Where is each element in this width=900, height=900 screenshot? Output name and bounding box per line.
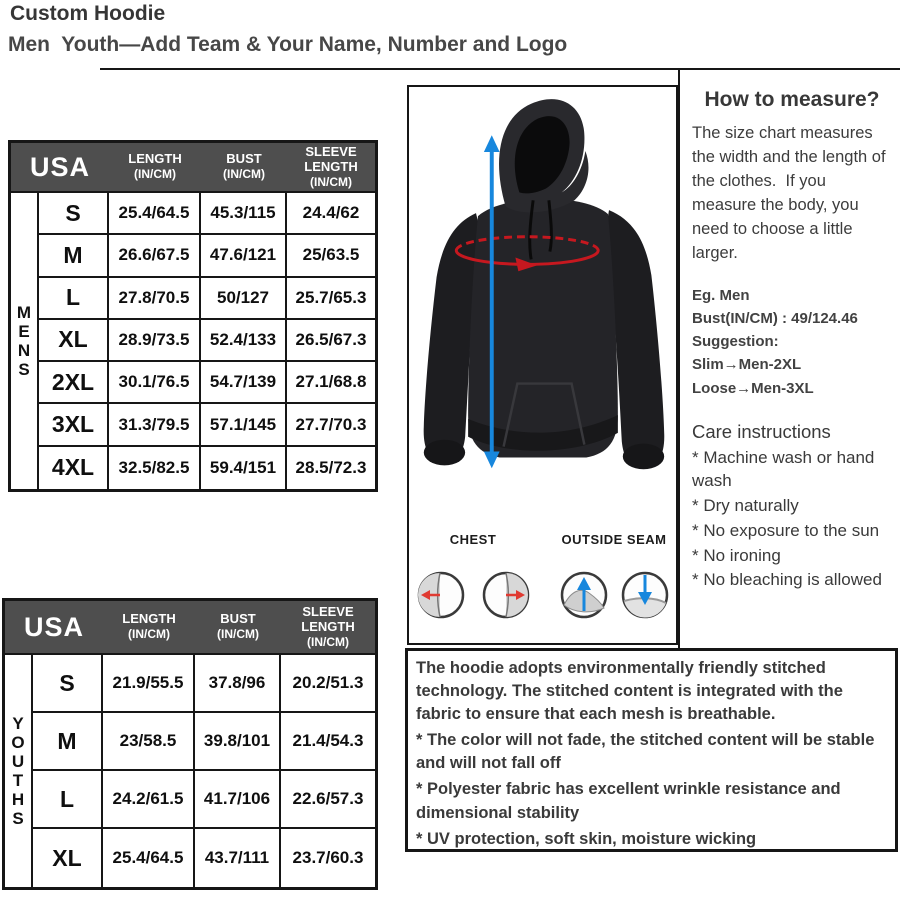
group-letter: S: [12, 809, 24, 829]
youths-table-body: [33, 655, 375, 887]
example-line: Loose→Men-3XL: [692, 379, 814, 397]
column-header: BUST (IN/CM): [223, 151, 265, 182]
column-header: LENGTH (IN/CM): [122, 611, 176, 642]
size-label: 2XL: [39, 362, 109, 404]
how-to-measure-panel: [678, 70, 900, 648]
care-item: * No exposure to the sun: [692, 520, 880, 540]
mens-table-body: [39, 193, 375, 489]
measurement-value: 28.5/72.3: [287, 447, 375, 489]
measurement-value: 23/58.5: [103, 713, 195, 771]
care-instructions: [692, 420, 892, 593]
group-letter: H: [11, 790, 25, 810]
measurement-value: 20.2/51.3: [281, 655, 375, 713]
example-line: Bust(IN/CM) : 49/124.46: [692, 309, 858, 327]
example-line: Eg. Men: [692, 286, 750, 304]
measurement-value: 41.7/106: [195, 771, 281, 829]
column-header: LENGTH (IN/CM): [128, 151, 182, 182]
hoodie-photo: [409, 87, 676, 487]
seam-arrow-up-icon: [562, 573, 606, 617]
description-line: * The color will not fade, the stitched content will be stable and will not fall off: [416, 731, 875, 773]
size-label: M: [33, 713, 103, 771]
description-line: The hoodie adopts environmentally friendly stitched technology. The stitched content is integrated with the fabric to ensure that each mesh is breathable.: [416, 659, 843, 724]
size-label: L: [33, 771, 103, 829]
group-letter: S: [18, 360, 30, 380]
measurement-value: 23.7/60.3: [281, 829, 375, 887]
size-label: 3XL: [39, 404, 109, 446]
youths-group-label: [5, 655, 33, 887]
measurement-value: 50/127: [201, 278, 287, 320]
mens-table-header: [11, 143, 375, 193]
column-header: SLEEVE LENGTH (IN/CM): [301, 603, 355, 649]
measurement-value: 45.3/115: [201, 193, 287, 235]
measurement-value: 28.9/73.5: [109, 320, 201, 362]
measurement-value: 26.5/67.3: [287, 320, 375, 362]
care-item: * Dry naturally: [692, 495, 799, 515]
how-to-measure-text: The size chart measures the width and the length of the clothes. If you measure the body, you need to choose a little larger.: [692, 124, 891, 262]
measurement-value: 25.4/64.5: [109, 193, 201, 235]
page-subtitle: Men Youth—Add Team & Your Name, Number and Logo: [8, 33, 568, 56]
size-suggestion-example: [692, 284, 892, 400]
measurement-value: 26.6/67.5: [109, 235, 201, 277]
seam-arrow-down-icon: [623, 573, 667, 618]
measurement-value: 47.6/121: [201, 235, 287, 277]
measurement-value: 57.1/145: [201, 404, 287, 446]
measurement-value: 24.4/62: [287, 193, 375, 235]
measurement-value: 21.4/54.3: [281, 713, 375, 771]
how-to-measure-heading: How to measure?: [704, 88, 880, 111]
chest-arrow-right-icon: [484, 573, 528, 617]
measurement-value: 21.9/55.5: [103, 655, 195, 713]
measurement-value: 30.1/76.5: [109, 362, 201, 404]
example-line: Slim→Men-2XL: [692, 356, 802, 374]
group-letter: T: [12, 771, 24, 790]
group-letter: U: [11, 751, 25, 771]
measurement-value: 32.5/82.5: [109, 447, 201, 489]
care-item: * No bleaching is allowed: [692, 570, 882, 590]
measurement-value: 37.8/96: [195, 655, 281, 713]
column-header: SLEEVE LENGTH (IN/CM): [304, 143, 358, 189]
group-letter: O: [11, 732, 25, 752]
chest-label: CHEST: [449, 532, 497, 547]
youths-size-table: [2, 598, 378, 890]
column-header: BUST (IN/CM): [217, 611, 259, 642]
size-label: L: [39, 278, 109, 320]
measurement-value: 52.4/133: [201, 320, 287, 362]
measurement-value: 54.7/139: [201, 362, 287, 404]
outside-seam-label: OUTSIDE SEAM: [561, 532, 667, 547]
description-line: * UV protection, soft skin, moisture wicking: [416, 829, 757, 848]
care-item: * Machine wash or hand wash: [692, 447, 875, 490]
group-letter: Y: [12, 713, 24, 733]
care-instructions-list: [692, 447, 892, 593]
chest-arrow-left-icon: [418, 573, 463, 617]
care-instructions-heading: Care instructions: [692, 420, 831, 442]
measurement-value: 25.4/64.5: [103, 829, 195, 887]
measurement-value: 25/63.5: [287, 235, 375, 277]
size-label: S: [39, 193, 109, 235]
size-label: 4XL: [39, 447, 109, 489]
measurement-value: 27.1/68.8: [287, 362, 375, 404]
column-header: USA: [23, 611, 84, 642]
example-line: Suggestion:: [692, 333, 779, 351]
group-letter: E: [18, 321, 30, 341]
measurement-value: 22.6/57.3: [281, 771, 375, 829]
measurement-value: 24.2/61.5: [103, 771, 195, 829]
product-description-box: [405, 648, 898, 852]
care-item: * No ironing: [692, 545, 781, 565]
youths-table-header: [5, 601, 375, 655]
description-line: * Polyester fabric has excellent wrinkle resistance and dimensional stability: [416, 780, 841, 822]
measurement-value: 27.8/70.5: [109, 278, 201, 320]
size-label: S: [33, 655, 103, 713]
size-label: XL: [39, 320, 109, 362]
measurement-value: 27.7/70.3: [287, 404, 375, 446]
measurement-value: 31.3/79.5: [109, 404, 201, 446]
hoodie-photo-panel: [407, 85, 678, 645]
size-label: M: [39, 235, 109, 277]
measure-detail-icons: [411, 565, 675, 625]
measurement-value: 25.7/65.3: [287, 278, 375, 320]
measurement-value: 39.8/101: [195, 713, 281, 771]
group-letter: M: [16, 302, 32, 322]
mens-group-label: [11, 193, 39, 489]
page-title: Custom Hoodie: [10, 2, 166, 25]
column-header: USA: [29, 151, 90, 182]
measurement-value: 43.7/111: [195, 829, 281, 887]
mens-size-table: [8, 140, 378, 492]
measurement-value: 59.4/151: [201, 447, 287, 489]
group-letter: N: [17, 341, 31, 360]
size-label: XL: [33, 829, 103, 887]
